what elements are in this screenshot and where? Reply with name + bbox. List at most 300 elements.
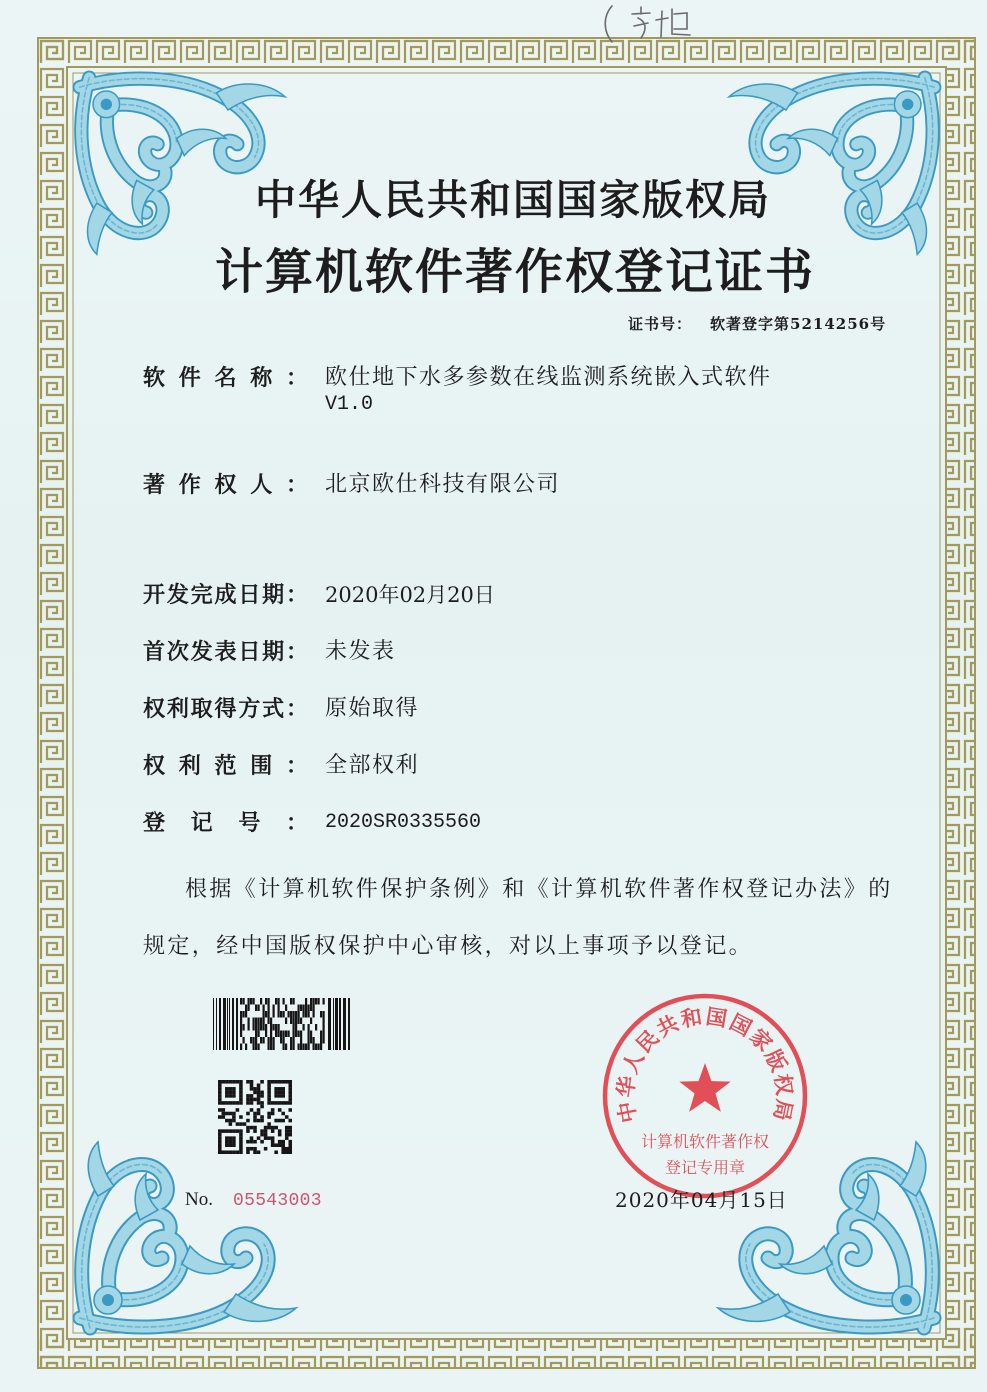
qr-module (253, 1129, 257, 1133)
barcode-cell (268, 1011, 270, 1018)
barcode-bar (343, 998, 346, 1050)
qr-module (236, 1122, 240, 1126)
qr-module (239, 1084, 243, 1088)
barcode-bar (335, 998, 338, 1050)
barcode-cell (248, 1018, 250, 1025)
barcode-cell (268, 998, 270, 1005)
field-label-copyright-owner: 著作权人： (143, 472, 308, 498)
qr-module (288, 1094, 292, 1098)
qr-module (285, 1150, 289, 1154)
qr-module (257, 1108, 261, 1112)
barcode-cell (283, 1011, 285, 1018)
qr-module (257, 1150, 261, 1154)
qr-module (288, 1126, 292, 1130)
barcode-cell (270, 1044, 272, 1051)
qr-module (225, 1087, 229, 1091)
qr-module (260, 1091, 264, 1095)
qr-module (267, 1136, 271, 1140)
barcode-cell (273, 1011, 275, 1018)
barcode-cell (300, 1037, 302, 1044)
barcode-cell (313, 1005, 315, 1012)
qr-module (225, 1101, 229, 1105)
qr-module (285, 1136, 289, 1140)
barcode-cell (290, 998, 292, 1005)
qr-module (253, 1115, 257, 1119)
qr-module (253, 1140, 257, 1144)
corner-ornament-top-left-icon (80, 78, 285, 255)
qr-module (246, 1119, 250, 1123)
barcode-icon (213, 998, 353, 1050)
field-label-development-date: 开发完成日期： (143, 582, 308, 608)
seal-ring-text-path: 中华人民共和国国家版权局 (612, 1003, 798, 1125)
qr-module (274, 1091, 278, 1095)
qr-module (218, 1094, 222, 1098)
field-acquisition-method (143, 695, 763, 723)
barcode-cell (258, 1031, 260, 1038)
qr-module (267, 1091, 271, 1095)
barcode-cell (240, 1011, 242, 1018)
barcode-cell (255, 1005, 257, 1012)
barcode-cell (305, 1011, 307, 1018)
barcode-cell (318, 1044, 320, 1051)
barcode-cell (293, 998, 295, 1005)
barcode-cell (313, 1037, 315, 1044)
barcode-cell (273, 1044, 275, 1051)
qr-module (229, 1122, 233, 1126)
corner-ornament-bottom-left-icon (80, 1142, 296, 1328)
field-development-date (143, 581, 763, 609)
qr-module (285, 1126, 289, 1130)
qr-module (288, 1080, 292, 1084)
barcode-cell (323, 1031, 325, 1038)
barcode-bar (216, 998, 217, 1050)
qr-module (246, 1140, 250, 1144)
barcode-cell (240, 1018, 242, 1025)
qr-module (236, 1150, 240, 1154)
barcode-cell (295, 1031, 297, 1038)
qr-module (253, 1091, 257, 1095)
barcode-cell (240, 1044, 242, 1051)
qr-module (260, 1133, 264, 1137)
qr-module (274, 1143, 278, 1147)
statement-line-1: 根据《计算机软件保护条例》和《计算机软件著作权登记办法》的 (185, 877, 893, 902)
qr-module (218, 1140, 222, 1144)
barcode-cell (315, 998, 317, 1005)
certificate-title: 计算机软件著作权登记证书 (214, 244, 815, 300)
qr-module (222, 1080, 226, 1084)
qr-module (246, 1147, 250, 1151)
barcode-cell (253, 1044, 255, 1051)
qr-module (218, 1115, 222, 1119)
barcode-cell (300, 1044, 302, 1051)
barcode-cell (243, 998, 245, 1005)
barcode-cell (268, 1037, 270, 1044)
qr-module (264, 1133, 268, 1137)
field-value-software-name: 欧仕地下水多参数在线监测系统嵌入式软件 (325, 365, 772, 390)
barcode-cell (268, 1044, 270, 1051)
qr-module (281, 1140, 285, 1144)
qr-module (232, 1150, 236, 1154)
qr-module (229, 1101, 233, 1105)
qr-module (267, 1126, 271, 1130)
qr-module (246, 1150, 250, 1154)
qr-module (267, 1098, 271, 1102)
barcode-cell (263, 1024, 265, 1031)
barcode-cell (303, 1005, 305, 1012)
barcode-cell (323, 1018, 325, 1025)
qr-module (250, 1140, 254, 1144)
qr-module (288, 1150, 292, 1154)
barcode-cell (253, 998, 255, 1005)
qr-module (246, 1126, 250, 1130)
barcode-cell (273, 1037, 275, 1044)
barcode-cell (290, 1037, 292, 1044)
qr-module (250, 1080, 254, 1084)
qr-module (253, 1150, 257, 1154)
qr-module (281, 1112, 285, 1116)
barcode-cell (290, 1018, 292, 1025)
qr-module (225, 1094, 229, 1098)
barcode-cell (310, 1005, 312, 1012)
qr-module (260, 1119, 264, 1123)
barcode-cell (250, 1037, 252, 1044)
serial-label: No. (185, 1189, 213, 1210)
barcode-bar (333, 998, 334, 1050)
barcode-cell (305, 998, 307, 1005)
qr-module (260, 1129, 264, 1133)
qr-module (281, 1080, 285, 1084)
qr-module (285, 1101, 289, 1105)
barcode-cell (245, 1044, 247, 1051)
qr-module (250, 1147, 254, 1151)
field-value-first-publication: 未发表 (325, 639, 396, 664)
frame-band-bottom (38, 1339, 975, 1368)
qr-module (274, 1101, 278, 1105)
qr-module (232, 1094, 236, 1098)
qr-module (271, 1136, 275, 1140)
qr-module (250, 1087, 254, 1091)
issue-date: 2020年04月15日 (615, 1188, 788, 1212)
barcode-cell (295, 1011, 297, 1018)
qr-module (288, 1143, 292, 1147)
barcode-cell (308, 1011, 310, 1018)
barcode-cell (240, 998, 242, 1005)
qr-module (239, 1140, 243, 1144)
qr-module (267, 1094, 271, 1098)
barcode-bar (229, 998, 230, 1050)
qr-module (239, 1101, 243, 1105)
qr-module (264, 1136, 268, 1140)
qr-module (271, 1101, 275, 1105)
qr-module (250, 1084, 254, 1088)
qr-module (253, 1098, 257, 1102)
barcode-cell (313, 998, 315, 1005)
qr-module (253, 1112, 257, 1116)
barcode-cell (290, 1011, 292, 1018)
barcode-cell (313, 1044, 315, 1051)
field-value-registration-number: 2020SR0335560 (325, 811, 482, 834)
frame-band-left (38, 38, 67, 1368)
barcode-cell (283, 998, 285, 1005)
qr-module (239, 1150, 243, 1154)
qr-module (239, 1136, 243, 1140)
qr-module (271, 1140, 275, 1144)
qr-module (218, 1129, 222, 1133)
barcode-cell (290, 1044, 292, 1051)
qr-module (232, 1119, 236, 1123)
qr-module (218, 1091, 222, 1095)
barcode-cell (258, 1018, 260, 1025)
qr-module (288, 1098, 292, 1102)
barcode-cell (278, 998, 280, 1005)
qr-module (218, 1084, 222, 1088)
barcode-cell (260, 998, 262, 1005)
qr-module (246, 1112, 250, 1116)
qr-module (274, 1080, 278, 1084)
qr-module (229, 1140, 233, 1144)
qr-module (243, 1122, 247, 1126)
barcode-cell (293, 1024, 295, 1031)
barcode-cell (303, 1011, 305, 1018)
qr-module (257, 1112, 261, 1116)
barcode-cell (298, 1018, 300, 1025)
barcode-cell (308, 1024, 310, 1031)
qr-module (222, 1112, 226, 1116)
qr-module (257, 1084, 261, 1088)
barcode-cell (293, 1011, 295, 1018)
qr-module (264, 1126, 268, 1130)
qr-module (278, 1091, 282, 1095)
barcode-cell (298, 1031, 300, 1038)
barcode-cell (285, 1018, 287, 1025)
qr-module (239, 1147, 243, 1151)
barcode-cell (320, 1011, 322, 1018)
qr-module (274, 1126, 278, 1130)
qr-module (260, 1105, 264, 1109)
qr-module (232, 1112, 236, 1116)
barcode-bar (227, 998, 228, 1050)
barcode-cell (268, 1005, 270, 1012)
field-registration-number (143, 809, 763, 837)
barcode-cell (265, 1031, 267, 1038)
barcode-cell (280, 1037, 282, 1044)
barcode-cell (300, 1018, 302, 1025)
qr-module (271, 1129, 275, 1133)
barcode-bar (213, 998, 214, 1050)
qr-module (288, 1119, 292, 1123)
qr-module (229, 1136, 233, 1140)
field-label-software-name: 软件名称： (143, 365, 308, 391)
barcode-bar (348, 998, 350, 1050)
qr-module (281, 1091, 285, 1095)
qr-module (225, 1140, 229, 1144)
barcode-cell (323, 1011, 325, 1018)
barcode-cell (253, 1037, 255, 1044)
qr-module (222, 1108, 226, 1112)
barcode-cell (293, 1031, 295, 1038)
barcode-cell (293, 1037, 295, 1044)
qr-module (278, 1087, 282, 1091)
qr-module (218, 1098, 222, 1102)
qr-module (281, 1087, 285, 1091)
barcode-cell (243, 1024, 245, 1031)
qr-module (281, 1094, 285, 1098)
qr-module (239, 1133, 243, 1137)
qr-module (264, 1147, 268, 1151)
qr-module (246, 1094, 250, 1098)
barcode-bar (232, 998, 234, 1050)
barcode-cell (263, 1037, 265, 1044)
qr-module (271, 1143, 275, 1147)
barcode-cell (318, 998, 320, 1005)
barcode-cell (263, 1011, 265, 1018)
barcode-cell (320, 1031, 322, 1038)
barcode-cell (303, 1024, 305, 1031)
barcode-cell (275, 998, 277, 1005)
barcode-cell (278, 1011, 280, 1018)
qr-module (239, 1143, 243, 1147)
barcode-cell (255, 1018, 257, 1025)
barcode-cell (293, 1044, 295, 1051)
field-copyright-owner (143, 471, 763, 499)
qr-module (257, 1101, 261, 1105)
barcode-cell (298, 1005, 300, 1012)
barcode-cell (320, 1044, 322, 1051)
qr-module (267, 1112, 271, 1116)
barcode-cell (260, 1024, 262, 1031)
barcode-cell (295, 1024, 297, 1031)
seal-center-line-1: 计算机软件著作权 (640, 1132, 770, 1151)
qr-module (260, 1094, 264, 1098)
barcode-bar (236, 998, 238, 1050)
qr-module (225, 1080, 229, 1084)
qr-module (246, 1098, 250, 1102)
barcode-cell (268, 1018, 270, 1025)
qr-module (274, 1087, 278, 1091)
qr-module (278, 1140, 282, 1144)
barcode-cell (270, 1024, 272, 1031)
barcode-cell (253, 1024, 255, 1031)
qr-module (257, 1136, 261, 1140)
qr-module (274, 1094, 278, 1098)
qr-module (260, 1080, 264, 1084)
barcode-cell (285, 1005, 287, 1012)
qr-module (218, 1133, 222, 1137)
field-value-acquisition-method: 原始取得 (325, 696, 420, 721)
barcode-cell (240, 1024, 242, 1031)
barcode-cell (245, 1005, 247, 1012)
barcode-cell (265, 998, 267, 1005)
qr-module (229, 1094, 233, 1098)
qr-module (281, 1143, 285, 1147)
barcode-cell (255, 1037, 257, 1044)
qr-module (239, 1091, 243, 1095)
barcode-cell (300, 1005, 302, 1012)
qr-module (232, 1091, 236, 1095)
barcode-cell (308, 1005, 310, 1012)
qr-module (271, 1126, 275, 1130)
barcode-cell (248, 1024, 250, 1031)
qr-module (285, 1115, 289, 1119)
barcode-cell (285, 1031, 287, 1038)
barcode-cell (308, 1031, 310, 1038)
barcode-cell (270, 1031, 272, 1038)
qr-module (253, 1126, 257, 1130)
qr-module (232, 1087, 236, 1091)
qr-module (246, 1101, 250, 1105)
qr-module (278, 1143, 282, 1147)
qr-module (285, 1080, 289, 1084)
qr-module (236, 1080, 240, 1084)
qr-module (278, 1133, 282, 1137)
qr-module (278, 1119, 282, 1123)
qr-module (239, 1087, 243, 1091)
qr-module (288, 1129, 292, 1133)
qr-module (267, 1101, 271, 1105)
qr-module (218, 1108, 222, 1112)
barcode-cell (275, 1031, 277, 1038)
serial-number: 05543003 (233, 1191, 322, 1211)
barcode-cell (258, 1005, 260, 1012)
qr-module (232, 1115, 236, 1119)
field-label-acquisition-method: 权利取得方式： (143, 696, 308, 722)
qr-module (288, 1133, 292, 1137)
barcode-cell (308, 1044, 310, 1051)
qr-module (267, 1087, 271, 1091)
barcode-cell (293, 1018, 295, 1025)
barcode-cell (295, 1018, 297, 1025)
qr-module (253, 1147, 257, 1151)
field-label-registration-number: 登记号： (143, 810, 308, 836)
barcode-cell (315, 1044, 317, 1051)
qr-module (218, 1101, 222, 1105)
barcode-cell (255, 1024, 257, 1031)
qr-module (278, 1094, 282, 1098)
qr-module (229, 1119, 233, 1123)
qr-module (225, 1143, 229, 1147)
qr-module (236, 1129, 240, 1133)
certificate-number-value: 软著登字第5214256号 (710, 315, 887, 333)
barcode-cell (305, 1044, 307, 1051)
field-label-first-publication: 首次发表日期： (143, 639, 308, 665)
barcode-cell (258, 1024, 260, 1031)
field-rights-scope (143, 752, 763, 780)
qr-module (232, 1101, 236, 1105)
barcode-cell (310, 998, 312, 1005)
field-first-publication (143, 638, 763, 666)
qr-module (288, 1108, 292, 1112)
qr-module (260, 1115, 264, 1119)
qr-module (239, 1098, 243, 1102)
barcode-cell (323, 998, 325, 1005)
qr-module (218, 1150, 222, 1154)
barcode-cell (243, 1037, 245, 1044)
qr-module (271, 1108, 275, 1112)
qr-module (222, 1101, 226, 1105)
qr-module (274, 1119, 278, 1123)
barcode-cell (270, 1018, 272, 1025)
qr-module (225, 1119, 229, 1123)
barcode-cell (303, 1044, 305, 1051)
qr-module (222, 1115, 226, 1119)
qr-module (218, 1143, 222, 1147)
barcode-cell (273, 1024, 275, 1031)
star-icon (679, 1063, 730, 1112)
qr-code-icon (218, 1080, 292, 1154)
field-value-rights-scope: 全部权利 (325, 753, 420, 778)
qr-module (222, 1129, 226, 1133)
qr-module (250, 1098, 254, 1102)
